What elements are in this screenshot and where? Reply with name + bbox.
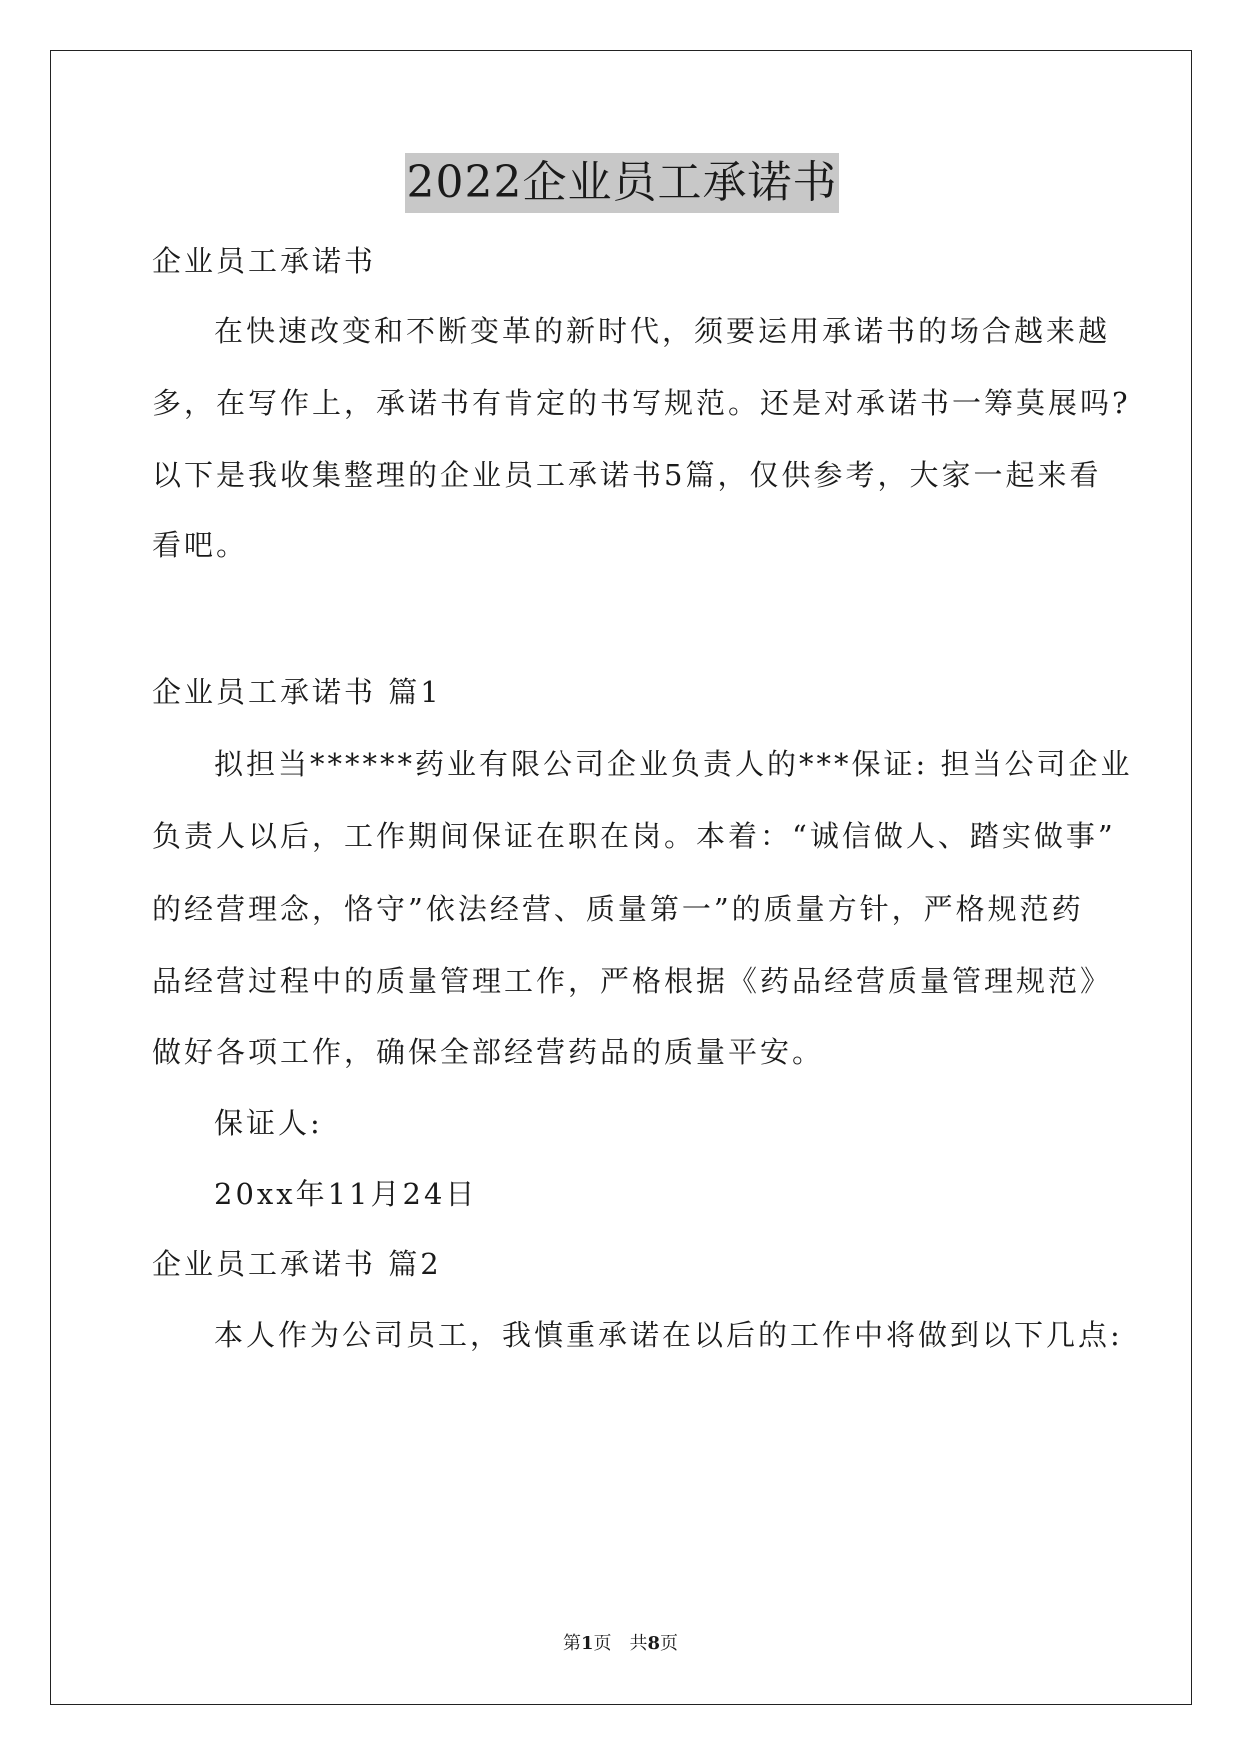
page-mid: 页 共 xyxy=(593,1633,648,1654)
section-heading-1: 企业员工承诺书 篇1 xyxy=(152,675,442,709)
section-heading-2: 企业员工承诺书 篇2 xyxy=(152,1247,442,1281)
title-container xyxy=(152,153,1092,213)
paragraph-line: 以下是我收集整理的企业员工承诺书5篇，仅供参考，大家一起来看 xyxy=(152,458,1102,492)
page-current: 1 xyxy=(580,1633,594,1654)
page-border xyxy=(50,50,1192,1705)
paragraph-line: 品经营过程中的质量管理工作，严格根据《药品经营质量管理规范》 xyxy=(152,964,1113,998)
paragraph-line: 多，在写作上，承诺书有肯定的书写规范。还是对承诺书一筹莫展吗? xyxy=(152,386,1131,420)
paragraph-line: 拟担当******药业有限公司企业负责人的***保证: 担当公司企业 xyxy=(214,747,1133,781)
paragraph-line: 的经营理念，恪守”依法经营、质量第一”的质量方针，严格规范药 xyxy=(152,892,1084,926)
page-total: 8 xyxy=(647,1633,661,1654)
paragraph-line: 负责人以后，工作期间保证在职在岗。本着：“诚信做人、踏实做事” xyxy=(152,819,1116,853)
paragraph-line: 本人作为公司员工，我慎重承诺在以后的工作中将做到以下几点: xyxy=(214,1318,1123,1352)
intro-heading: 企业员工承诺书 xyxy=(152,244,377,278)
paragraph-line: 做好各项工作，确保全部经营药品的质量平安。 xyxy=(152,1035,825,1069)
paragraph-line: 在快速改变和不断变革的新时代，须要运用承诺书的场合越来越 xyxy=(214,314,1111,348)
paragraph-line: 看吧。 xyxy=(152,528,249,562)
guarantor-label: 保证人: xyxy=(214,1106,323,1140)
page-footer xyxy=(0,1632,1241,1656)
page-suffix: 页 xyxy=(660,1633,679,1654)
date-line: 20xx年11月24日 xyxy=(214,1177,478,1211)
document-title: 2022企业员工承诺书 xyxy=(405,153,840,213)
page-prefix: 第 xyxy=(562,1633,581,1654)
